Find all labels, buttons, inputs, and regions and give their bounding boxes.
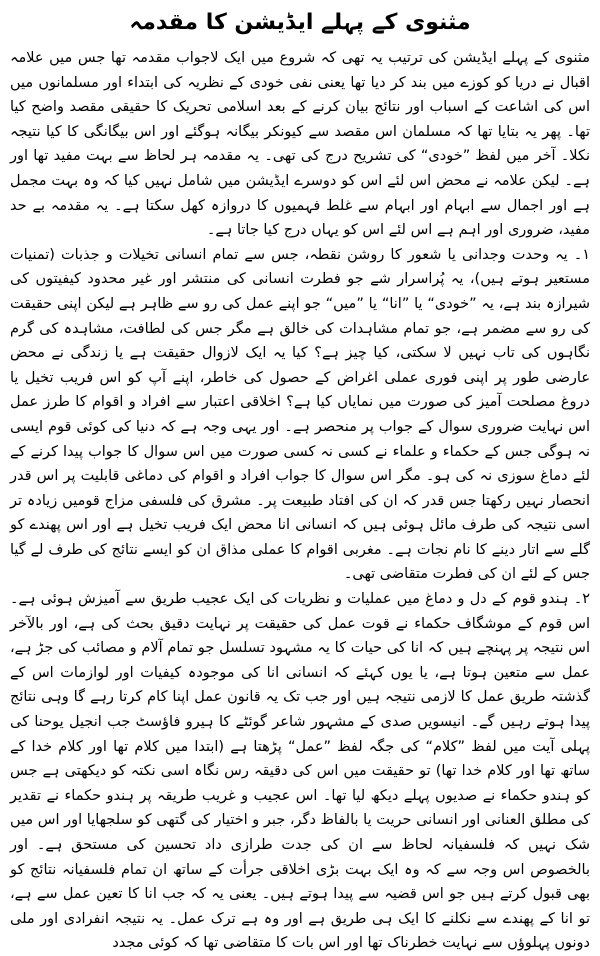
intro-paragraph: مثنوی کے پہلے ایڈیشن کی ترتیب یہ تھی کہ شروع میں ایک لاجواب مقدمہ تھا جس میں علامہ اقبال نے دریا کو کوزے میں بند کر دیا تھا یعنی نفی خودی کے نظریہ کی ابتداء اور مسلمانوں میں اس کی اشاعت کے اسباب اور نتائج بیان کرنے کے بعد اسلامی تحریک کا حقیقی مقصد واضح کیا تھا۔ پھر یہ بتایا تھا کہ مسلمان اس مقصد سے کیونکر بیگانہ ہوگئے اور اس بیگانگی کا کیا نتیجہ نکلا۔ آخر میں لفظ ”خودی“ کی تشریح درج کی تھی۔ یہ مقدمہ ہر لحاظ سے بہت مفید تھا اور ہے۔ لیکن علامہ نے محض اس لئے اس کو دوسرے ایڈیشن میں شامل نہیں کیا کہ وہ بہت مجمل ہے اور اجمال سے ابہام اور ابہام سے غلط فہمیوں کا دروازہ کھل سکتا ہے۔ یہ مقدمہ بے حد مفید، ضروری اور اہم ہے اس لئے اس کو یہاں درج کیا جاتا ہے۔	[10, 50, 590, 239]
section-1-paragraph: ۱۔ یہ وحدت وجدانی یا شعور کا روشن نقطہ، جس سے تمام انسانی تخیلات و جذبات (تمنیات مستعیر ہوتے ہیں)، یہ پُراسرار شے جو فطرت انسانی کی منتشر اور غیر محدود کیفیتوں کی شیرازہ بند ہے، یہ ”خودی“ یا ”انا“ یا ”میں“ جو اپنے عمل کی رو سے ظاہر ہے لیکن اپنی حقیقت کی رو سے مضمر ہے، جو تمام مشاہدات کی خالق ہے مگر جس کی لطافت، مشاہدہ کی گرم نگاہوں کی تاب نہیں لا سکتی، کیا چیز ہے؟ کیا یہ ایک لازوال حقیقت ہے یا زندگی نے محض عارضی طور پر اپنی فوری عملی اغراض کے حصول کی خاطر، اپنے آپ کو اس فریب تخیل یا دروغ مصلحت آمیز کی صورت میں نمایاں کیا ہے؟ اخلاقی اعتبار سے افراد و اقوام کا طرز عمل اس نہایت ضروری سوال کے جواب پر منحصر ہے۔ اور یہی وجہ ہے کہ دنیا کی کوئی قوم ایسی نہ ہوگی جس کے حکماء و علماء نے کسی نہ کسی صورت میں اس سوال کا جواب پیدا کرنے کے لئے دماغ سوزی نہ کی ہو۔ مگر اس سوال کا جواب افراد و اقوام کی دماغی قابلیت پر اس قدر انحصار نہیں رکھتا جس قدر کہ ان کی افتاد طبیعت پر۔ مشرق کی فلسفی مزاج قومیں زیادہ تر اسی نتیجہ کی طرف مائل ہوئی ہیں کہ انسانی انا محض ایک فریب تخیل ہے اور اس پھندے کو گلے سے اتار دینے کا نام نجات ہے۔ مغربی اقوام کا عملی مذاق ان کو ایسے نتائج کی طرف لے گیا جس کے لئے ان کی فطرت متقاضی تھی۔	[10, 246, 590, 583]
section-2-paragraph: ۲۔ ہندو قوم کے دل و دماغ میں عملیات و نظریات کی ایک عجیب طریق سے آمیزش ہوئی ہے۔ اس قوم کے موشگاف حکماء نے قوت عمل کی حقیقت پر نہایت دقیق بحث کی ہے، اور بالآخر اس نتیجہ پر پہنچے ہیں کہ انا کی حیات کا یہ مشہود تسلسل جو تمام آلام و مصائب کی جڑ ہے، عمل سے متعین ہوتا ہے، یا یوں کہئے کہ انسانی انا کی موجودہ کیفیات اور لوازمات اس کے گذشتہ طریق عمل کا لازمی نتیجہ ہیں اور جب تک یہ قانون عمل اپنا کام کرتا رہے گا وہی نتائج پیدا ہوتے رہیں گے۔ انیسویں صدی کے مشہور شاعر گوئٹے کا ہیرو فاؤسٹ جب انجیل یوحنا کی پہلی آیت میں لفظ ”کلام“ کی جگہ لفظ ”عمل“ پڑھتا ہے (ابتدا میں کلام تھا اور کلام خدا کے ساتھ تھا اور کلام خدا تھا) تو حقیقت میں اس کی دقیقہ رس نگاہ اسی نکتہ کو دیکھتی ہے جس کو ہندو حکماء نے صدیوں پہلے دیکھ لیا تھا۔ اس عجیب و غریب طریقہ پر ہندو حکماء نے تقدیر کی مطلق العنانی اور انسانی حریت یا بالفاظ دگر، جبر و اختیار کی گتھی کو سلجھایا اور اس میں شک نہیں کہ فلسفیانہ لحاظ سے ان کی جدت طرازی داد تحسین کی مستحق ہے۔ اور بالخصوص اس وجہ سے کہ وہ ایک بہت بڑی اخلاقی جرأت کے ساتھ ان تمام فلسفیانہ نتائج کو بھی قبول کرتے ہیں جو اس قضیہ سے پیدا ہوتے ہیں۔ یعنی یہ کہ جب انا کا تعین عمل سے ہے، تو انا کے پھندے سے نکلنے کا ایک ہی طریق ہے اور وہ ہے ترک عمل۔ یہ نتیجہ انفرادی اور ملی دونوں پہلوؤں سے نہایت خطرناک تھا اور اس بات کا متقاضی تھا کہ کوئی مجدد	[10, 591, 590, 952]
page-title: مثنوی کے پہلے ایڈیشن کا مقدمہ	[129, 10, 471, 35]
